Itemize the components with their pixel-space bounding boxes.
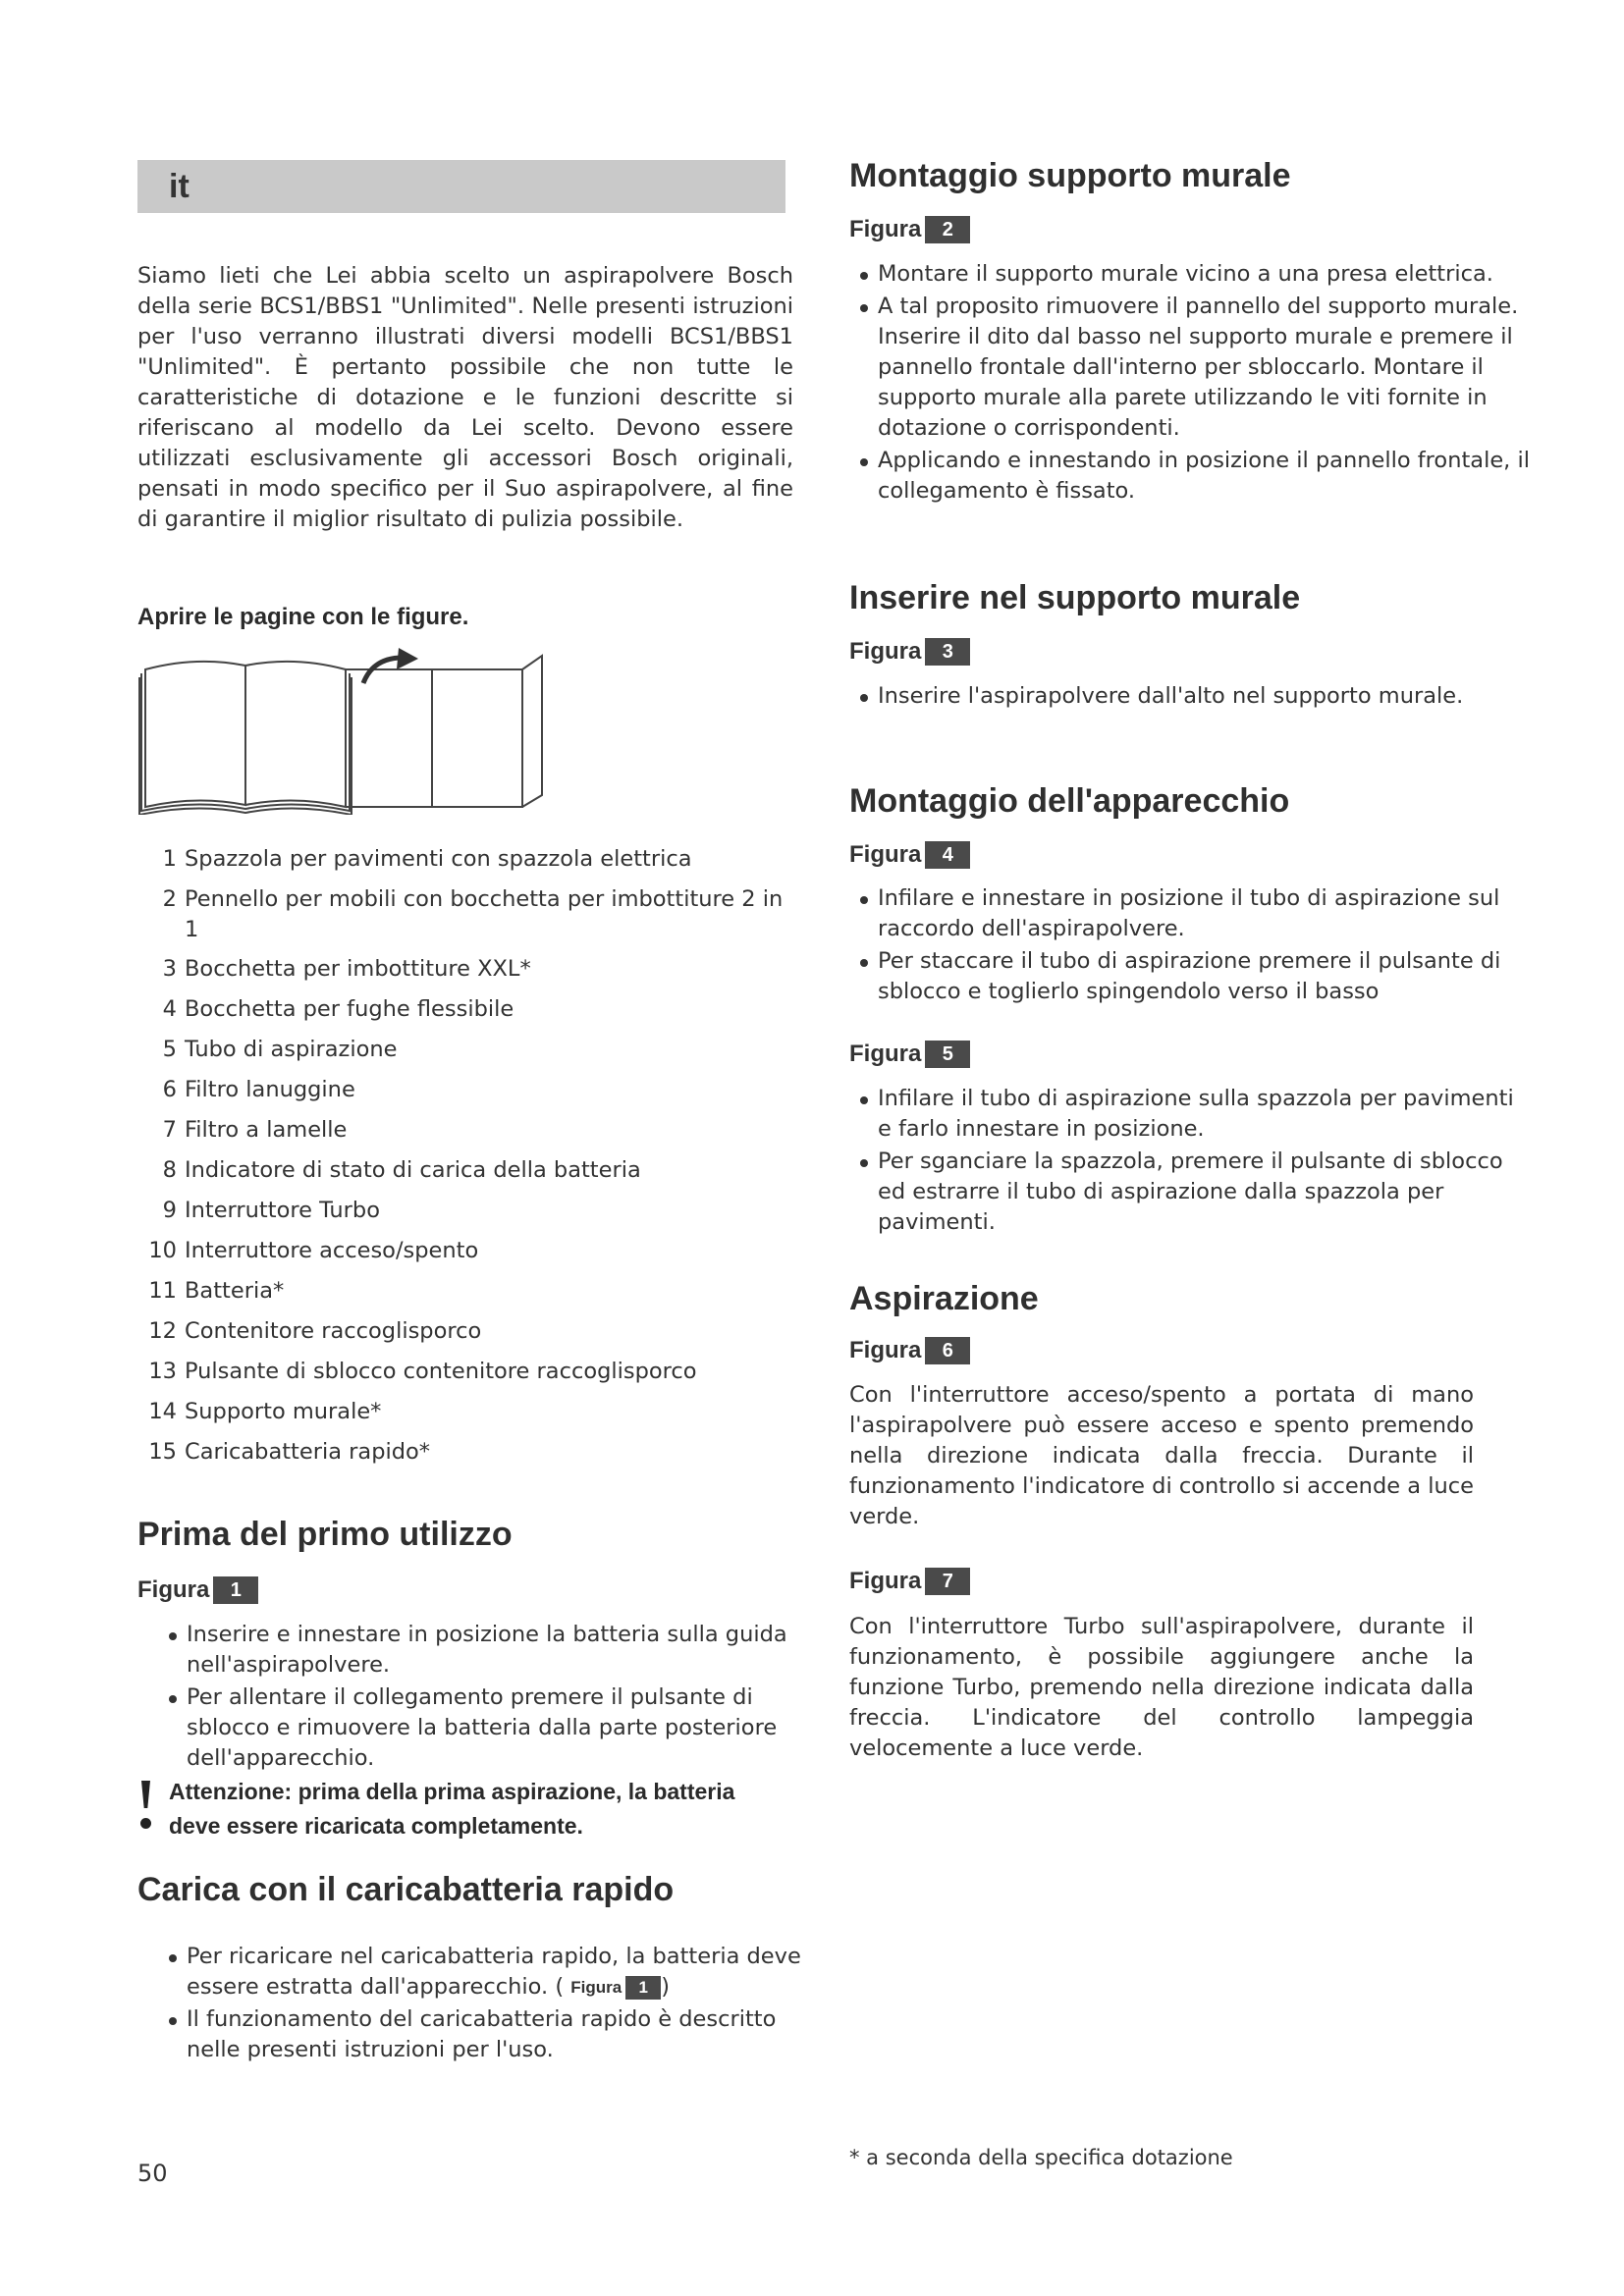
list-item: Inserire l'aspirapolvere dall'alto nel supporto murale. — [856, 681, 1524, 712]
list-item: 13 Pulsante di sblocco contenitore raccoglisporco — [148, 1359, 697, 1384]
list-item: 8 Indicatore di stato di carica della batteria — [162, 1157, 641, 1183]
list-item: 6 Filtro lanuggine — [162, 1077, 355, 1102]
figure-reference-3: Figura 3 — [849, 638, 970, 666]
list-item: 9 Interruttore Turbo — [162, 1198, 380, 1223]
list-item: 7 Filtro a lamelle — [162, 1117, 348, 1143]
list-item: Per ricaricare nel caricabatteria rapido, la batteria deve essere estratta dall'apparecchio. ( Figura 1 ) — [165, 1942, 807, 2002]
list-item: 15 Caricabatteria rapido* — [148, 1439, 431, 1465]
intro-paragraph: Siamo lieti che Lei abbia scelto un aspirapolvere Bosch della serie BCS1/BBS1 "Unlimited". Nelle presenti istruzioni per l'uso verranno illustrati diversi modelli BCS1/BBS1 "Unlimited". È pertanto possibile che non tutte le caratteristiche di dotazione e le funzioni descritte si riferiscano al modello da Lei scelto. Devono essere utilizzati esclusivamente gli accessori Bosch originali, pensati in modo specifico per il Suo aspirapolvere, al fine di garantire il miglior risultato di pulizia possibile. — [137, 263, 793, 532]
page-number: 50 — [137, 2160, 168, 2187]
section-title-first-use: Prima del primo utilizzo — [137, 1516, 513, 1553]
section-title-charge: Carica con il caricabatteria rapido — [137, 1871, 675, 1908]
figure-reference-2: Figura 2 — [849, 216, 970, 243]
list-item: 12 Contenitore raccoglisporco — [148, 1318, 482, 1344]
list-item: Montare il supporto murale vicino a una presa elettrica. — [856, 259, 1553, 290]
list-item: 14 Supporto murale* — [148, 1399, 382, 1424]
list-item: 4 Bocchetta per fughe flessibile — [162, 996, 514, 1022]
section-title-assembly: Montaggio dell'apparecchio — [849, 782, 1290, 820]
assembly-steps-fig5 — [856, 1084, 1524, 1240]
vacuuming-paragraph-fig7: Con l'interruttore Turbo sull'aspirapolvere, durante il funzionamento, è possibile aggiungere anche la funzione Turbo, premendo nella direzione indicata dalla freccia. L'indicatore del controllo lampeggia velocemente a luce verde. — [849, 1614, 1474, 1761]
section-title-wall-mount: Montaggio supporto murale — [849, 157, 1291, 194]
list-item: 3 Bocchetta per imbottiture XXL* — [162, 956, 531, 982]
parts-list — [137, 844, 805, 1477]
figure-reference-1: Figura 1 — [137, 1576, 258, 1604]
footnote: * a seconda della specifica dotazione — [849, 2146, 1233, 2169]
warning-notice — [137, 1775, 785, 1843]
warning-text: Attenzione: prima della prima aspirazione, la batteria deve essere ricaricata completamente. — [169, 1779, 735, 1839]
first-use-steps — [165, 1620, 795, 1776]
wall-mount-steps — [856, 259, 1553, 508]
open-book-illustration — [137, 648, 550, 815]
list-item: Infilare il tubo di aspirazione sulla spazzola per pavimenti e farlo innestare in posizione. — [856, 1084, 1524, 1145]
section-title-insert-wall: Inserire nel supporto murale — [849, 579, 1301, 616]
list-item: 10 Interruttore acceso/spento — [148, 1238, 479, 1263]
list-item: Inserire e innestare in posizione la batteria sulla guida nell'aspirapolvere. — [165, 1620, 795, 1681]
list-item: Per staccare il tubo di aspirazione premere il pulsante di sblocco e toglierlo spingendolo verso il basso — [856, 946, 1524, 1007]
list-item: A tal proposito rimuovere il pannello del supporto murale. Inserire il dito dal basso nel supporto murale e premere il pannello frontale dall'interno per sbloccarlo. Montare il supporto murale alla parete utilizzando le viti fornite in dotazione o corrispondenti. — [856, 292, 1553, 444]
list-item: Infilare e innestare in posizione il tubo di aspirazione sul raccordo dell'aspirapolvere. — [856, 883, 1524, 944]
figure-reference-4: Figura 4 — [849, 841, 970, 869]
section-title-vacuuming: Aspirazione — [849, 1280, 1039, 1317]
list-item: Applicando e innestando in posizione il pannello frontale, il collegamento è fissato. — [856, 446, 1553, 507]
figure-reference-6: Figura 6 — [849, 1337, 970, 1364]
assembly-steps-fig4 — [856, 883, 1524, 1009]
figure-reference-5: Figura 5 — [849, 1041, 970, 1068]
list-item: 5 Tubo di aspirazione — [162, 1037, 398, 1062]
exclamation-icon — [137, 1775, 157, 1843]
list-item: Per sganciare la spazzola, premere il pulsante di sblocco ed estrarre il tubo di aspirazione dalla spazzola per pavimenti. — [856, 1147, 1524, 1238]
language-tab: it — [137, 160, 785, 213]
list-item: 2 Pennello per mobili con bocchetta per imbottiture 2 in 1 — [162, 886, 784, 942]
list-item: 1 Spazzola per pavimenti con spazzola elettrica — [162, 846, 692, 872]
vacuuming-paragraph-fig6: Con l'interruttore acceso/spento a portata di mano l'aspirapolvere può essere acceso e spento premendo nella direzione indicata dalla freccia. Durante il funzionamento l'indicatore di controllo si accende a luce verde. — [849, 1382, 1474, 1529]
figure-reference-7: Figura 7 — [849, 1568, 970, 1595]
charge-steps — [165, 1942, 807, 2067]
insert-wall-steps — [856, 681, 1524, 714]
open-pages-instruction: Aprire le pagine con le figure. — [137, 604, 469, 630]
list-item: 11 Batteria* — [148, 1278, 285, 1304]
list-item: Il funzionamento del caricabatteria rapido è descritto nelle presenti istruzioni per l'uso. — [165, 2004, 807, 2065]
list-item: Per allentare il collegamento premere il pulsante di sblocco e rimuovere la batteria dalla parte posteriore dell'apparecchio. — [165, 1682, 795, 1774]
